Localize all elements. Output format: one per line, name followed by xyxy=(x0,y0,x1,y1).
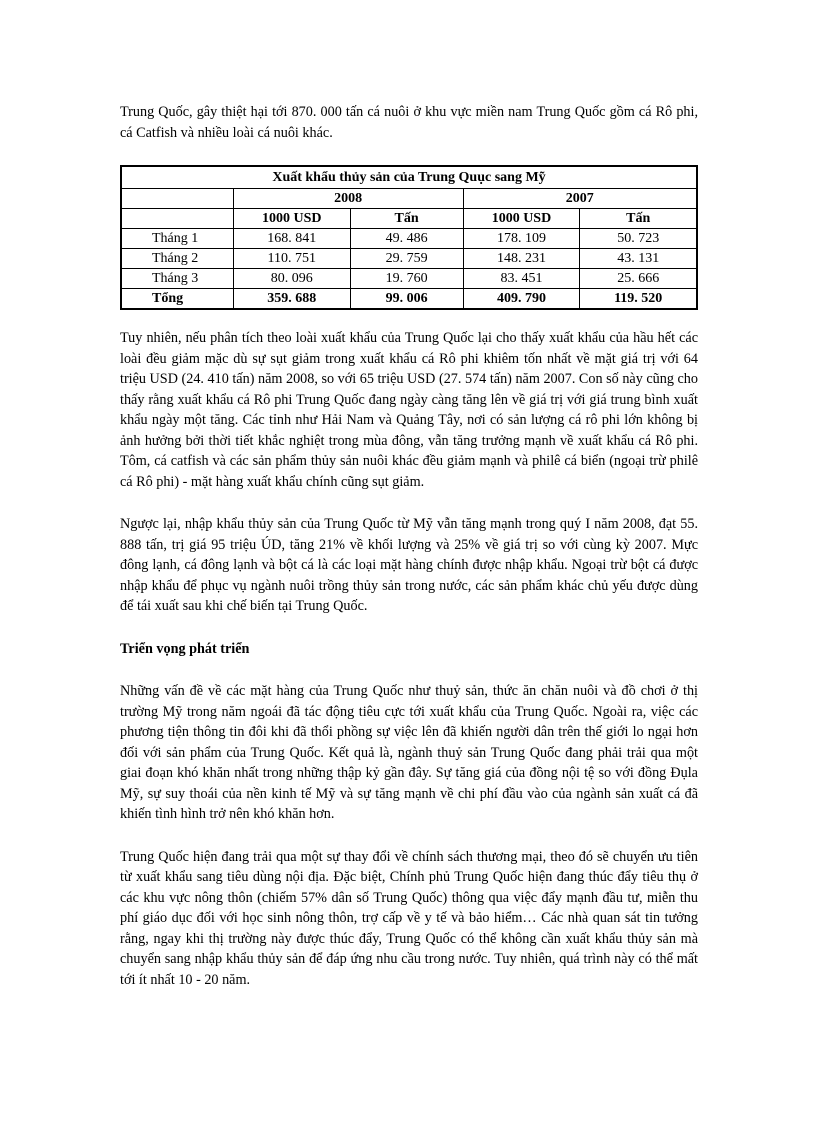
paragraph-problems: Những vấn đề về các mặt hàng của Trung Quốc như thuỷ sản, thức ăn chăn nuôi và đồ chơi ở thị trường Mỹ trong năm ngoái đã tác động tiêu cực tới xuất khẩu của Trung Quốc. Ngoài ra, việc các phương tiện thông tin đôi khi đã thổi phồng sự việc lên đã khiến người dân trên thế giới lo ngại hơn đối với sản phẩm của Trung Quốc. Kết quả là, ngành thuỷ sản Trung Quốc đang phải trải qua một giai đoạn khó khăn nhất trong những thập kỷ gần đây. Sự tăng giá của đồng nội tệ so với đồng Đụla Mỹ, sự suy thoái của nền kinh tế Mỹ và sự tăng mạnh về chi phí đầu vào của ngành sản xuất cá đã khiến tình hình trở nên khó khăn hơn. xyxy=(120,683,698,822)
row-label: Tháng 3 xyxy=(121,269,233,289)
row-label: Tháng 1 xyxy=(121,229,233,249)
year-2007-header: 2007 xyxy=(463,189,697,209)
paragraph-policy: Trung Quốc hiện đang trải qua một sự thay đổi về chính sách thương mại, theo đó sẽ chuyển ưu tiên từ xuất khẩu sang tiêu dùng nội địa. Đặc biệt, Chính phủ Trung Quốc hiện đang thúc đẩy tiêu thụ ở các khu vực nông thôn (chiếm 57% dân số Trung Quốc) thông qua việc đẩy mạnh đầu tư, miễn thu phí giáo dục đối với học sinh nông thôn, trợ cấp về y tế và bảo hiểm… Các nhà quan sát tin tưởng rằng, ngay khi thị trường này được thúc đẩy, Trung Quốc có thể không cần xuất khẩu thủy sản mà chuyển sang nhập khẩu thủy sản để đáp ứng nhu cầu trong nước. Tuy nhiên, quá trình này có thể mất tới ít nhất 10 - 20 năm. xyxy=(120,848,698,988)
col-ton-2007: Tấn xyxy=(580,209,697,229)
cell-usd-2008: 168. 841 xyxy=(233,229,350,249)
cell-usd-2007: 83. 451 xyxy=(463,269,580,289)
col-usd-2007: 1000 USD xyxy=(463,209,580,229)
year-2008-header: 2008 xyxy=(233,189,463,209)
table-unit-corner-cell xyxy=(121,209,233,229)
section-heading: Triển vọng phát triển xyxy=(120,640,250,657)
total-ton-2007: 119. 520 xyxy=(580,289,697,310)
col-usd-2008: 1000 USD xyxy=(233,209,350,229)
cell-ton-2008: 19. 760 xyxy=(350,269,463,289)
paragraph-species-analysis: Tuy nhiên, nếu phân tích theo loài xuất khẩu của Trung Quốc lại cho thấy xuất khẩu của hầu hết các loài đều giảm mặc dù sự sụt giảm trong xuất khẩu cá Rô phi khiêm tốn nhất về mặt giá trị với 64 triệu USD (24. 410 tấn) năm 2008, so với 65 triệu USD (27. 574 tấn) năm 2007. Con số này cũng cho thấy rằng xuất khẩu cá Rô phi Trung Quốc đang ngày càng tăng lên về giá trị với giá trung bình xuất khẩu ngày một tăng. Các tỉnh như Hải Nam và Quảng Tây, nơi có sản lượng cá rô phi lớn không bị ảnh hưởng bởi thời tiết khắc nghiệt trong mùa đông, vẫn tăng trưởng mạnh về xuất khẩu cá Rô phi. Tôm, cá catfish và các sản phẩm thủy sản nuôi khác đều giảm mạnh và philê cá biển (ngoại trừ philê cá Rô phi) - mặt hàng xuất khẩu chính cũng sụt giảm. xyxy=(120,330,698,490)
table-title: Xuất khẩu thủy sản của Trung Quục sang Mỹ xyxy=(121,166,697,189)
cell-usd-2008: 80. 096 xyxy=(233,269,350,289)
total-usd-2008: 359. 688 xyxy=(233,289,350,310)
cell-usd-2008: 110. 751 xyxy=(233,249,350,269)
document-page xyxy=(120,102,698,990)
cell-ton-2007: 43. 131 xyxy=(580,249,697,269)
table-title-row xyxy=(121,166,697,189)
cell-ton-2007: 50. 723 xyxy=(580,229,697,249)
paragraph-imports: Ngược lại, nhập khẩu thủy sản của Trung Quốc từ Mỹ vẫn tăng mạnh trong quý I năm 2008, đạt 55. 888 tấn, trị giá 95 triệu ÚD, tăng 21% về khối lượng và 25% về giá trị so với cùng kỳ 2007. Mực đông lạnh, cá đông lạnh và bột cá là các loại mặt hàng chính được nhập khẩu. Ngoại trừ bột cá được nhập khẩu để phục vụ ngành nuôi trồng thủy sản trong nước, các sản phẩm khác chủ yếu được dùng để tái xuất sau khi chế biến tại Trung Quốc. xyxy=(120,516,698,614)
export-table-wrapper xyxy=(120,165,698,310)
table-unit-row xyxy=(121,209,697,229)
table-row xyxy=(121,269,697,289)
table-total-row xyxy=(121,289,697,310)
row-label: Tháng 2 xyxy=(121,249,233,269)
cell-ton-2007: 25. 666 xyxy=(580,269,697,289)
export-table xyxy=(120,165,698,310)
total-ton-2008: 99. 006 xyxy=(350,289,463,310)
paragraph-intro: Trung Quốc, gây thiệt hại tới 870. 000 tấn cá nuôi ở khu vực miền nam Trung Quốc gồm cá Rô phi, cá Catfish và nhiều loài cá nuôi khác. xyxy=(120,104,698,141)
total-label: Tổng xyxy=(121,289,233,310)
total-usd-2007: 409. 790 xyxy=(463,289,580,310)
cell-ton-2008: 49. 486 xyxy=(350,229,463,249)
col-ton-2008: Tấn xyxy=(350,209,463,229)
table-row xyxy=(121,249,697,269)
cell-usd-2007: 178. 109 xyxy=(463,229,580,249)
table-corner-cell xyxy=(121,189,233,209)
cell-ton-2008: 29. 759 xyxy=(350,249,463,269)
cell-usd-2007: 148. 231 xyxy=(463,249,580,269)
table-row xyxy=(121,229,697,249)
table-year-row xyxy=(121,189,697,209)
